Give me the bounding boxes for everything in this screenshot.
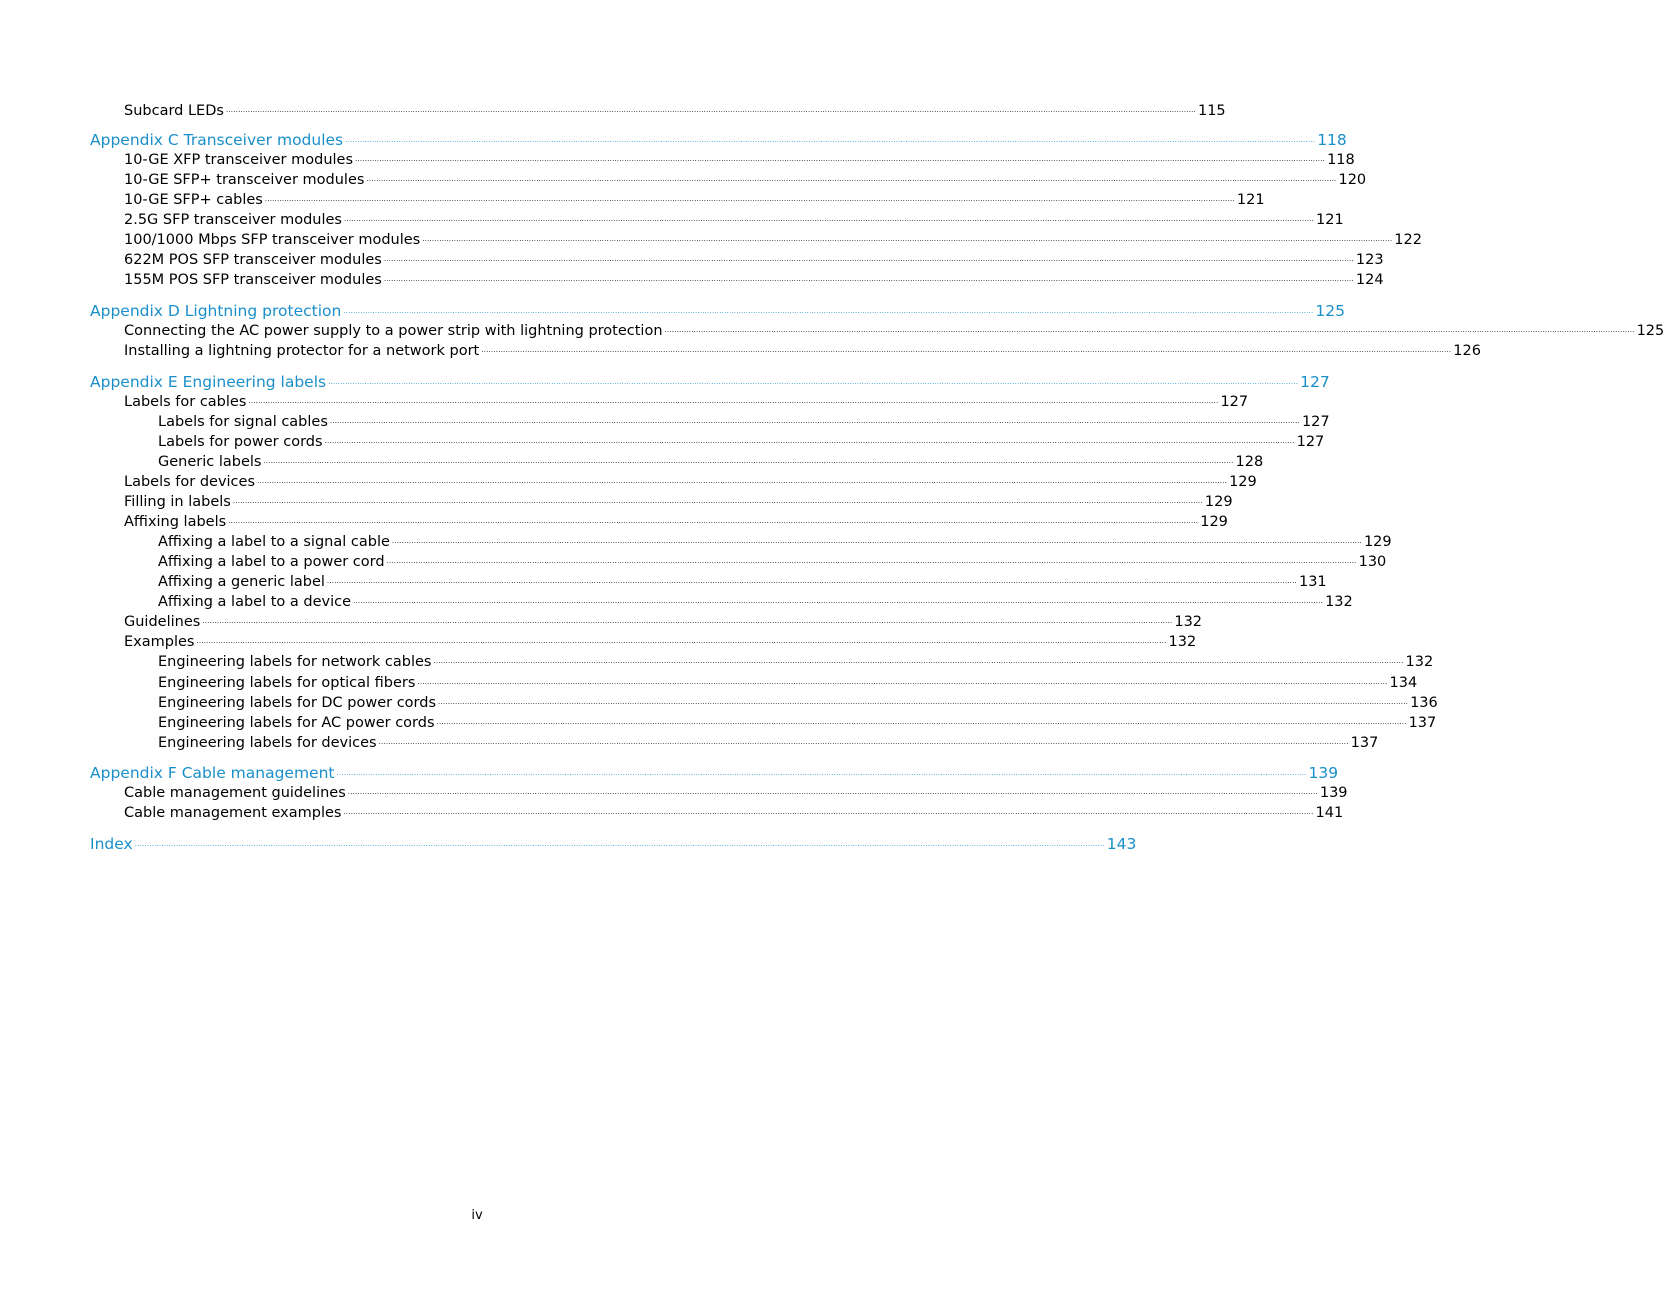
toc-entry-page: 118 bbox=[1317, 131, 1347, 149]
dot-leader: ················································································································································································································································································································································································································ bbox=[438, 700, 1409, 708]
dot-leader: ················································································································································································································································································································································································································ bbox=[263, 459, 1234, 467]
dot-leader: ················································································································································································································································································································································································································ bbox=[202, 619, 1173, 627]
toc-entry-page: 139 bbox=[1308, 764, 1339, 782]
toc-entry-title: Appendix E Engineering labels bbox=[90, 373, 327, 391]
toc-entry-page: 121 bbox=[1316, 212, 1344, 228]
toc-entry-link[interactable] bbox=[124, 270, 1384, 292]
toc-entry-title: 155M POS SFP transceiver modules bbox=[124, 272, 382, 288]
toc-entry-title: 622M POS SFP transceiver modules bbox=[124, 252, 382, 268]
toc-entry-page: 132 bbox=[1174, 614, 1203, 630]
dot-leader: ················································································································································································································································································································································································································ bbox=[264, 197, 1235, 205]
toc-entry-link[interactable] bbox=[158, 652, 1434, 674]
dot-leader: ················································································································································································································································································································································································································ bbox=[422, 237, 1393, 245]
toc-entry-page: 131 bbox=[1298, 574, 1327, 590]
dot-leader: ················································································································································································································································································································································································································ bbox=[433, 659, 1404, 667]
dot-leader: ················································································································································································································································································································································································································ bbox=[228, 519, 1199, 527]
toc-entry-title: Labels for cables bbox=[124, 394, 247, 410]
toc-entry-page: 125 bbox=[1636, 323, 1664, 339]
dot-leader: ················································································································································································································································································································································································································ bbox=[355, 157, 1326, 165]
toc-entry-page: 134 bbox=[1389, 675, 1418, 691]
dot-leader: ················································································································································································································································································································································································································ bbox=[343, 309, 1314, 317]
dot-leader: ················································································································································································································································································································································································································ bbox=[383, 277, 1354, 285]
toc-entry-link[interactable] bbox=[124, 101, 1226, 123]
toc-entry-page: 118 bbox=[1327, 152, 1355, 168]
toc-entry-link[interactable] bbox=[158, 572, 1327, 594]
toc-entry-page: 132 bbox=[1168, 634, 1197, 650]
toc-entry-title: Labels for devices bbox=[124, 474, 256, 490]
toc-entry-link[interactable] bbox=[124, 392, 1249, 414]
toc-entry-title: 100/1000 Mbps SFP transceiver modules bbox=[124, 232, 421, 248]
toc-entry-link[interactable] bbox=[158, 713, 1437, 735]
toc-entry-title: Affixing labels bbox=[124, 514, 227, 530]
dot-leader: ················································································································································································································································································································································································································ bbox=[328, 380, 1299, 388]
toc-entry-page: 141 bbox=[1315, 805, 1344, 821]
toc-entry-title: Labels for power cords bbox=[158, 434, 323, 450]
toc-entry-title: Engineering labels for network cables bbox=[158, 654, 432, 670]
toc-entry-title: Appendix C Transceiver modules bbox=[90, 131, 344, 149]
toc-entry-link[interactable] bbox=[124, 190, 1265, 212]
toc-entry-title: 10-GE SFP+ cables bbox=[124, 192, 263, 208]
toc-entry-link[interactable] bbox=[124, 632, 1197, 654]
dot-leader: ················································································································································································································································································································································································································ bbox=[232, 499, 1203, 507]
dot-leader: ················································································································································································································································································································································································································ bbox=[383, 257, 1354, 265]
toc-entry-page: 136 bbox=[1410, 695, 1438, 711]
dot-leader: ················································································································································································································································································································································································································ bbox=[436, 720, 1407, 728]
toc-entry-page: 137 bbox=[1350, 735, 1379, 751]
toc-entry-title: Filling in labels bbox=[124, 494, 231, 510]
toc-entry-link[interactable] bbox=[124, 210, 1344, 232]
toc-entry-page: 127 bbox=[1301, 414, 1330, 430]
toc-entry-page: 132 bbox=[1405, 654, 1434, 670]
toc-entry-title: Cable management guidelines bbox=[124, 785, 346, 801]
toc-entry-link[interactable] bbox=[158, 552, 1387, 574]
toc-entry-page: 129 bbox=[1200, 514, 1228, 530]
toc-entry-title: Engineering labels for optical fibers bbox=[158, 675, 416, 691]
toc-entry-link[interactable] bbox=[124, 250, 1384, 272]
dot-leader: ················································································································································································································································································································································································································ bbox=[345, 138, 1316, 146]
toc-entry-page: 137 bbox=[1408, 715, 1437, 731]
toc-entry-title: Generic labels bbox=[158, 454, 262, 470]
toc-entry-title: Appendix F Cable management bbox=[90, 764, 335, 782]
toc-entry-link[interactable] bbox=[124, 472, 1257, 494]
dot-leader: ················································································································································································································································································································································································································ bbox=[391, 539, 1362, 547]
toc-entry-title: Installing a lightning protector for a network port bbox=[124, 343, 480, 359]
dot-leader: ················································································································································································································································································································································································································ bbox=[481, 348, 1452, 356]
toc-entry-link[interactable] bbox=[124, 230, 1422, 252]
toc-entry-page: 126 bbox=[1453, 343, 1481, 359]
toc-entry-link[interactable] bbox=[158, 532, 1392, 554]
toc-entry-title: Examples bbox=[124, 634, 195, 650]
dot-leader: ················································································································································································································································································································································································································ bbox=[196, 639, 1167, 647]
dot-leader: ················································································································································································································································································································································································································ bbox=[326, 579, 1297, 587]
toc-entry-title: Affixing a label to a device bbox=[158, 594, 352, 610]
toc-entry-page: 123 bbox=[1355, 252, 1384, 268]
dot-leader: ················································································································································································································································································································································································································ bbox=[378, 740, 1349, 748]
toc-entry-link[interactable] bbox=[124, 803, 1344, 825]
dot-leader: ················································································································································································································································································································································································································ bbox=[225, 108, 1196, 116]
toc-entry-title: 10-GE SFP+ transceiver modules bbox=[124, 172, 365, 188]
dot-leader: ················································································································································································································································································································································································································ bbox=[134, 842, 1105, 850]
toc-entry-page: 127 bbox=[1220, 394, 1249, 410]
toc-entry-link[interactable] bbox=[124, 512, 1228, 534]
toc-entry-link[interactable] bbox=[124, 321, 1664, 343]
dot-leader: ················································································································································································································································································································································································································ bbox=[248, 399, 1219, 407]
toc-entry-page: 127 bbox=[1296, 434, 1325, 450]
toc-entry-title: 2.5G SFP transceiver modules bbox=[124, 212, 342, 228]
toc-entry-title: Connecting the AC power supply to a power strip with lightning protection bbox=[124, 323, 663, 339]
toc-entry-page: 129 bbox=[1204, 494, 1233, 510]
dot-leader: ················································································································································································································································································································································································································ bbox=[343, 217, 1315, 225]
toc-entry-page: 127 bbox=[1300, 373, 1330, 391]
page-number: iv bbox=[471, 1208, 483, 1223]
toc-entry-page: 124 bbox=[1355, 272, 1384, 288]
toc-entry-page: 143 bbox=[1106, 835, 1137, 853]
toc-entry-link[interactable] bbox=[158, 432, 1325, 454]
toc-entry-title: Engineering labels for AC power cords bbox=[158, 715, 435, 731]
toc-entry-page: 122 bbox=[1394, 232, 1422, 248]
toc-entry-page: 129 bbox=[1363, 534, 1392, 550]
toc-entry-page: 115 bbox=[1197, 103, 1226, 119]
toc-entry-title: Subcard LEDs bbox=[124, 103, 224, 119]
toc-entry-link[interactable] bbox=[124, 783, 1348, 805]
toc-entry-title: Guidelines bbox=[124, 614, 201, 630]
dot-leader: ················································································································································································································································································································································································································ bbox=[366, 177, 1337, 185]
toc-entry-page: 121 bbox=[1236, 192, 1265, 208]
toc-entry-page: 128 bbox=[1235, 454, 1264, 470]
dot-leader: ················································································································································································································································································································································································································ bbox=[353, 599, 1324, 607]
toc-entry-link[interactable] bbox=[124, 150, 1355, 172]
toc-entry-link[interactable] bbox=[158, 693, 1438, 715]
dot-leader: ················································································································································································································································································································································································································ bbox=[386, 559, 1357, 567]
dot-leader: ················································································································································································································································································································································································································ bbox=[417, 680, 1388, 688]
dot-leader: ················································································································································································································································································································································································································ bbox=[664, 328, 1635, 336]
toc-entry-title: Cable management examples bbox=[124, 805, 342, 821]
toc-entry-link[interactable] bbox=[158, 673, 1418, 695]
toc-entry-link[interactable] bbox=[124, 341, 1481, 363]
dot-leader: ················································································································································································································································································································································································································ bbox=[336, 771, 1307, 779]
toc-entry-page: 129 bbox=[1229, 474, 1257, 490]
toc-entry-title: Engineering labels for DC power cords bbox=[158, 695, 437, 711]
toc-entry-title: Affixing a label to a power cord bbox=[158, 554, 385, 570]
toc-entry-title: 10-GE XFP transceiver modules bbox=[124, 152, 354, 168]
toc-entry-title: Index bbox=[90, 835, 133, 853]
toc-entry-link[interactable] bbox=[124, 170, 1367, 192]
dot-leader: ················································································································································································································································································································································································································ bbox=[257, 479, 1228, 487]
toc-entry-page: 139 bbox=[1319, 785, 1348, 801]
toc-entry-link[interactable] bbox=[124, 612, 1203, 634]
toc-entry-title: Engineering labels for devices bbox=[158, 735, 377, 751]
toc-entry-title: Labels for signal cables bbox=[158, 414, 328, 430]
toc-entry-link[interactable] bbox=[158, 733, 1379, 755]
toc-entry-page: 120 bbox=[1338, 172, 1367, 188]
dot-leader: ················································································································································································································································································································································································································ bbox=[329, 419, 1300, 427]
dot-leader: ················································································································································································································································································································································································································ bbox=[324, 439, 1295, 447]
toc-entry-link[interactable] bbox=[124, 492, 1233, 514]
toc-section-link[interactable] bbox=[90, 834, 1137, 857]
toc-entry-link[interactable] bbox=[158, 592, 1353, 614]
toc-entry-page: 130 bbox=[1358, 554, 1387, 570]
toc-entry-page: 132 bbox=[1325, 594, 1353, 610]
toc-entry-title: Affixing a generic label bbox=[158, 574, 325, 590]
toc-entry-title: Affixing a label to a signal cable bbox=[158, 534, 390, 550]
toc-entry-link[interactable] bbox=[158, 452, 1264, 474]
dot-leader: ················································································································································································································································································································································································································ bbox=[347, 790, 1318, 798]
toc-entry-title: Appendix D Lightning protection bbox=[90, 302, 342, 320]
dot-leader: ················································································································································································································································································································································································································ bbox=[343, 810, 1314, 818]
toc-entry-page: 125 bbox=[1315, 302, 1345, 320]
toc-entry-link[interactable] bbox=[158, 412, 1330, 434]
